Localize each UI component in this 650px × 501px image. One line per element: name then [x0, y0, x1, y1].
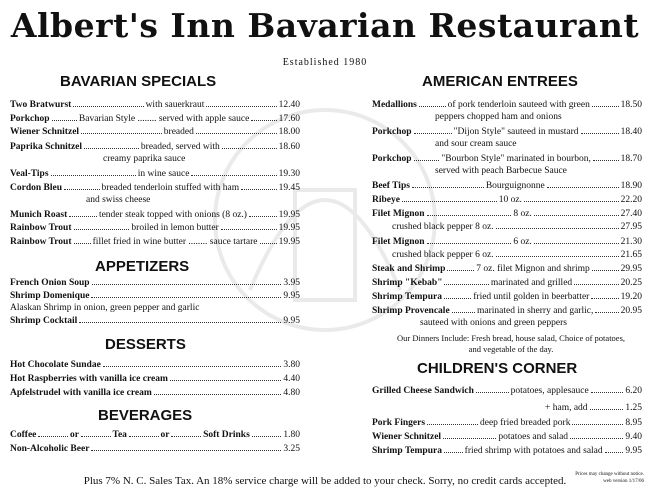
menu-item: Wiener Schnitzel potatoes and salad 9.40: [372, 432, 643, 442]
menu-item: Rainbow Trout fillet fried in wine butter ........ sauce tartare 19.95: [10, 237, 301, 247]
menu-item: Steak and Shrimp 7 oz. filet Mignon and shrimp 29.95: [372, 264, 643, 274]
menu-item: Hot Chocolate Sundae 3.80: [10, 360, 300, 370]
menu-item: Paprika Schnitzel breaded, served with 18.60: [10, 142, 301, 152]
menu-item: Cordon Bleu breaded tenderloin stuffed with ham 19.45: [10, 183, 301, 193]
menu-item: French Onion Soup 3.95: [10, 278, 300, 288]
menu-item-desc: Alaskan Shrimp in onion, green pepper and garlic: [10, 303, 200, 313]
menu-item-desc: sauteed with onions and green peppers: [420, 318, 567, 328]
menu-item-desc: and sour cream sauce: [435, 139, 517, 149]
menu-item: Ribeye 10 oz. 22.20: [372, 195, 642, 205]
menu-item: Pork Fingers deep fried breaded pork 8.95: [372, 418, 643, 428]
menu-item: Non-Alcoholic Beer 3.25: [10, 444, 300, 454]
menu-item: Porkchop "Bourbon Style" marinated in bourbon, 18.70: [372, 154, 643, 164]
menu-item: Hot Raspberries with vanilla ice cream 4.40: [10, 374, 300, 384]
menu-item: Shrimp Domenique 9.95: [10, 291, 300, 301]
menu-item: Shrimp Provencale marinated in sherry and garlic, 20.95: [372, 306, 643, 316]
menu-item: Shrimp Cocktail 9.95: [10, 316, 300, 326]
menu-item-desc: served with peach Barbecue Sauce: [435, 166, 567, 176]
menu-item-desc: peppers chopped ham and onions: [435, 112, 562, 122]
beverages-header: BEVERAGES: [98, 407, 193, 424]
menu-item-desc: creamy paprika sauce: [103, 154, 186, 164]
established-line: Established 1980: [282, 57, 368, 68]
menu-item: Porkchop "Dijon Style" sauteed in mustard 18.40: [372, 127, 642, 137]
desserts-header: DESSERTS: [105, 336, 186, 353]
menu-item: crushed black pepper 6 oz. 21.65: [392, 250, 642, 260]
menu-item: Filet Mignon 6 oz. 21.30: [372, 237, 643, 247]
menu-item: Munich Roast tender steak topped with onions (8 oz.) 19.95: [10, 210, 301, 220]
menu-item: Beef Tips Bourguignonne 18.90: [372, 181, 643, 191]
childrens-corner-header: CHILDREN'S CORNER: [417, 360, 578, 377]
dinners-note-2: and vegetable of the day.: [468, 344, 554, 354]
menu-item-desc: and swiss cheese: [86, 195, 151, 205]
menu-item: Two Bratwurst with sauerkraut 12.40: [10, 100, 301, 110]
menu-item: Filet Mignon 8 oz. 27.40: [372, 209, 643, 219]
footer-note: Plus 7% N. C. Sales Tax. An 18% service charge will be added to your check. Sorry, no credit cards accepted.: [83, 475, 567, 487]
menu-item: crushed black pepper 8 oz. 27.95: [392, 222, 642, 232]
menu-item: Wiener Schnitzel breaded 18.00: [10, 127, 300, 137]
menu-item: Shrimp "Kebab" marinated and grilled 20.25: [372, 278, 642, 288]
menu-item: Coffee or Tea or Soft Drinks 1.80: [10, 430, 300, 440]
menu-item: Porkchop Bavarian Style ........ served with apple sauce 17.60: [10, 114, 301, 124]
american-entrees-header: AMERICAN ENTREES: [422, 73, 578, 90]
menu-item: Shrimp Tempura fried until golden in beerbatter 19.20: [372, 292, 642, 302]
appetizers-header: APPETIZERS: [95, 258, 190, 275]
menu-item: Apfelstrudel with vanilla ice cream 4.80: [10, 388, 300, 398]
menu-item: + ham, add 1.25: [545, 403, 642, 413]
menu-item: Shrimp Tempura fried shrimp with potatoes and salad 9.95: [372, 446, 642, 456]
fine-print-2: web version 1/17/06: [603, 479, 644, 484]
restaurant-title: Albert's Inn Bavarian Restaurant: [10, 6, 640, 45]
menu-item: Rainbow Trout broiled in lemon butter 19.95: [10, 223, 300, 233]
menu-item: Grilled Cheese Sandwich potatoes, applesauce 6.20: [372, 386, 643, 396]
menu-item: Medallions of pork tenderloin sauteed with green 18.50: [372, 100, 643, 110]
bavarian-specials-header: BAVARIAN SPECIALS: [60, 73, 217, 90]
fine-print: Prices may change without notice.: [575, 472, 644, 477]
dinners-note: Our Dinners Include: Fresh bread, house salad, Choice of potatoes,: [396, 333, 626, 343]
menu-item: Veal-Tips in wine sauce 19.30: [10, 169, 300, 179]
